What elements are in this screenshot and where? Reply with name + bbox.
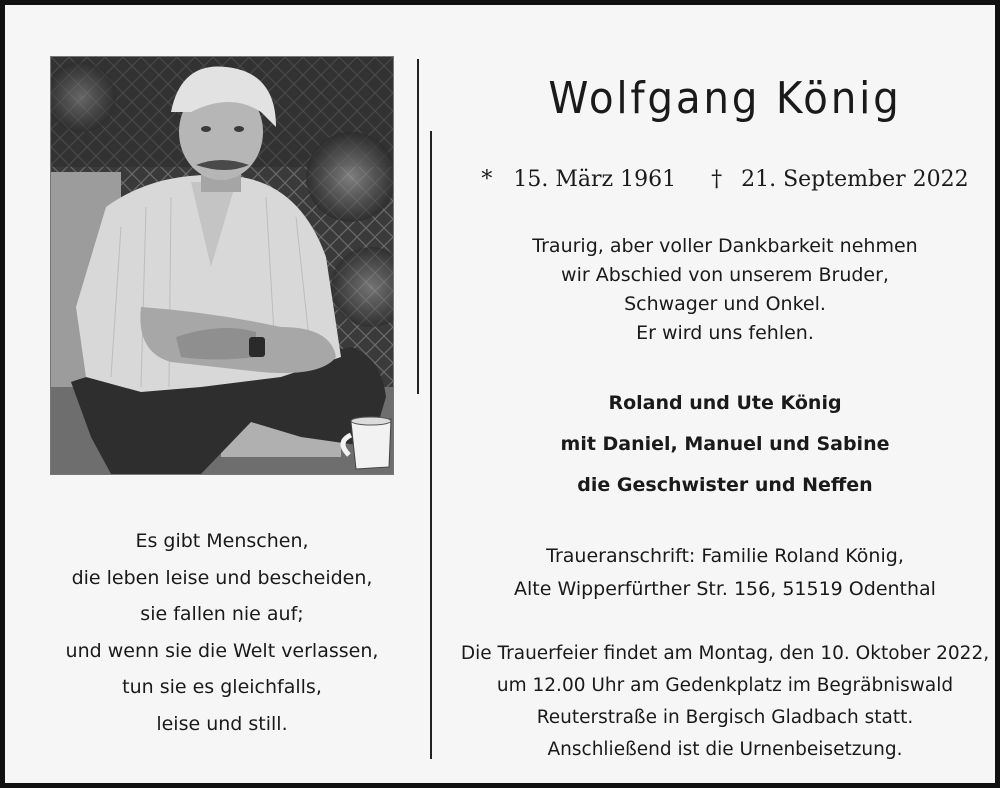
poem-line: Es gibt Menschen,	[135, 530, 309, 552]
poem-line: sie fallen nie auf;	[140, 603, 304, 626]
birth-star-icon: *	[481, 167, 493, 192]
birth-date: 15. März 1961	[513, 167, 677, 192]
intro-text	[445, 232, 1000, 348]
intro-line: wir Abschied von unserem Bruder,	[561, 264, 889, 286]
mourners	[445, 383, 1000, 506]
life-dates	[445, 167, 1000, 192]
death-date: 21. September 2022	[741, 167, 969, 192]
poem-line: und wenn sie die Welt verlassen,	[65, 639, 379, 662]
poem	[50, 523, 394, 743]
intro-line: Er wird uns fehlen.	[636, 322, 814, 344]
poem-line: tun sie es gleichfalls,	[122, 676, 322, 699]
ceremony-line: Reuterstraße in Bergisch Gladbach statt.	[536, 707, 914, 728]
funeral-details	[445, 638, 1000, 766]
ceremony-line: Anschließend ist die Urnenbeisetzung.	[547, 739, 903, 760]
mourner-line: Roland und Ute König	[608, 392, 842, 414]
address-line: Alte Wipperfürther Str. 156, 51519 Odenthal	[514, 578, 936, 600]
intro-line: Schwager und Onkel.	[624, 293, 826, 315]
vertical-divider-left	[417, 59, 419, 394]
ceremony-line: Die Trauerfeier findet am Montag, den 10. Oktober 2022,	[460, 643, 990, 664]
poem-line: leise und still.	[156, 712, 288, 735]
deceased-name: Wolfgang König	[548, 73, 902, 124]
portrait-photo	[50, 56, 394, 475]
intro-line: Traurig, aber voller Dankbarkeit nehmen	[532, 235, 918, 257]
ceremony-line: um 12.00 Uhr am Gedenkplatz im Begräbniswald	[496, 675, 954, 696]
mourning-address	[445, 540, 1000, 606]
vertical-divider-right	[430, 131, 432, 759]
mourner-line: die Geschwister und Neffen	[577, 474, 873, 496]
death-cross-icon: †	[711, 167, 723, 192]
portrait-illustration	[51, 57, 393, 474]
poem-line: die leben leise und bescheiden,	[71, 566, 373, 589]
mourner-line: mit Daniel, Manuel und Sabine	[560, 433, 890, 455]
address-line: Traueranschrift: Familie Roland König,	[546, 545, 904, 567]
